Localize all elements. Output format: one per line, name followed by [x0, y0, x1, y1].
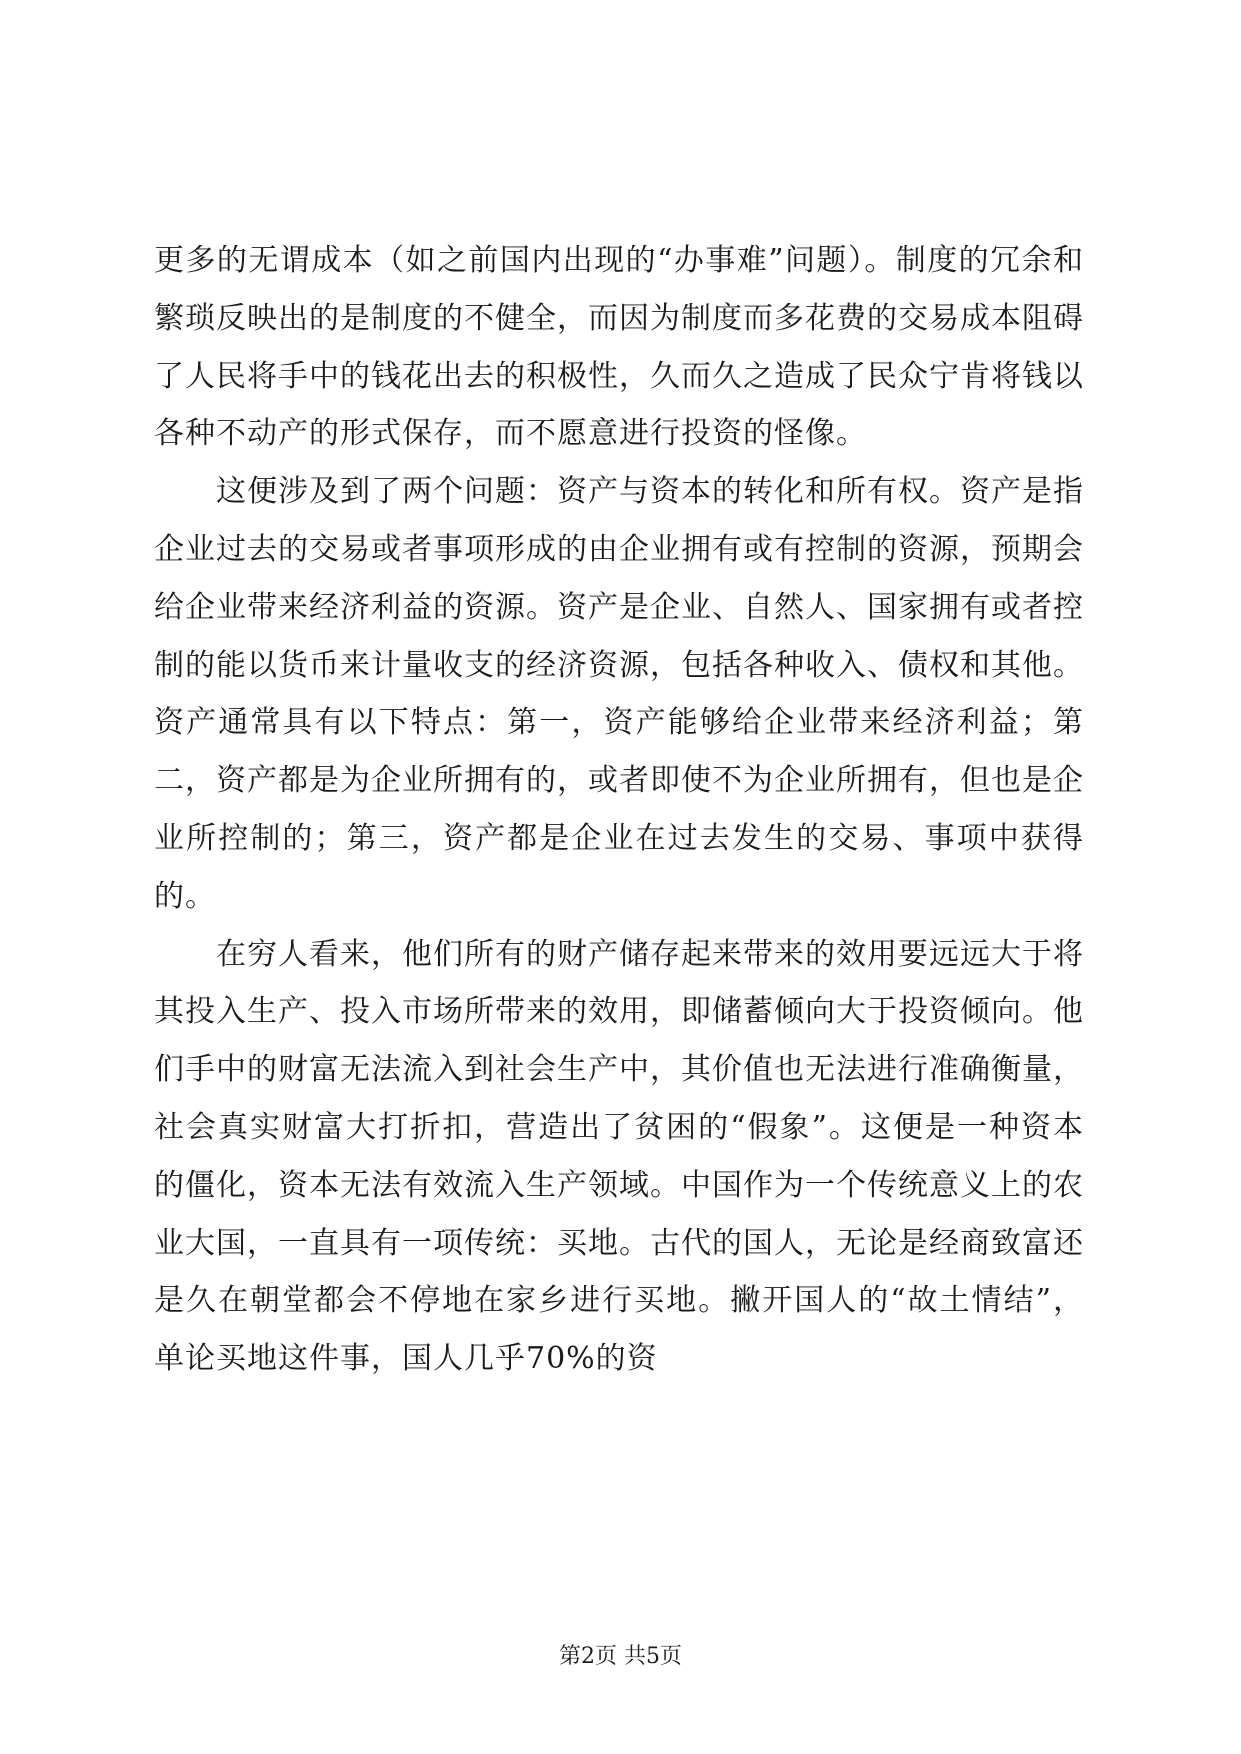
paragraph-assets: 这便涉及到了两个问题：资产与资本的转化和所有权。资产是指企业过去的交易或者事项形成的由企业拥有或有控制的资源，预期会给企业带来经济利益的资源。资产是企业、自然人、国家拥有或者控制的能以货币来计量收支的经济资源，包括各种收入、债权和其他。资产通常具有以下特点：第一，资产能够给企业带来经济利益；第二，资产都是为企业所拥有的，或者即使不为企业所拥有，但也是企业所控制的；第三，资产都是企业在过去发生的交易、事项中获得的。 — [154, 474, 1084, 914]
page-number-label: 第2页 共5页 — [559, 1644, 682, 1669]
paragraph-continued: 更多的无谓成本（如之前国内出现的“办事难”问题）。制度的冗余和繁琐反映出的是制度的不健全，而因为制度而多花费的交易成本阻碍了人民将手中的钱花出去的积极性，久而久之造成了民众宁肯将钱以各种不动产的形式保存，而不愿意进行投资的怪像。 — [154, 243, 1084, 452]
page-footer — [0, 1642, 1241, 1672]
paragraph-poor-savings: 在穷人看来，他们所有的财产储存起来带来的效用要远远大于将其投入生产、投入市场所带来的效用，即储蓄倾向大于投资倾向。他们手中的财富无法流入到社会生产中，其价值也无法进行准确衡量，社会真实财富大打折扣，营造出了贫困的“假象”。这便是一种资本的僵化，资本无法有效流入生产领域。中国作为一个传统意义上的农业大国，一直具有一项传统：买地。古代的国人，无论是经商致富还是久在朝堂都会不停地在家乡进行买地。撇开国人的“故土情结”，单论买地这件事，国人几乎70%的资 — [154, 936, 1084, 1377]
page-body — [154, 232, 1084, 1388]
